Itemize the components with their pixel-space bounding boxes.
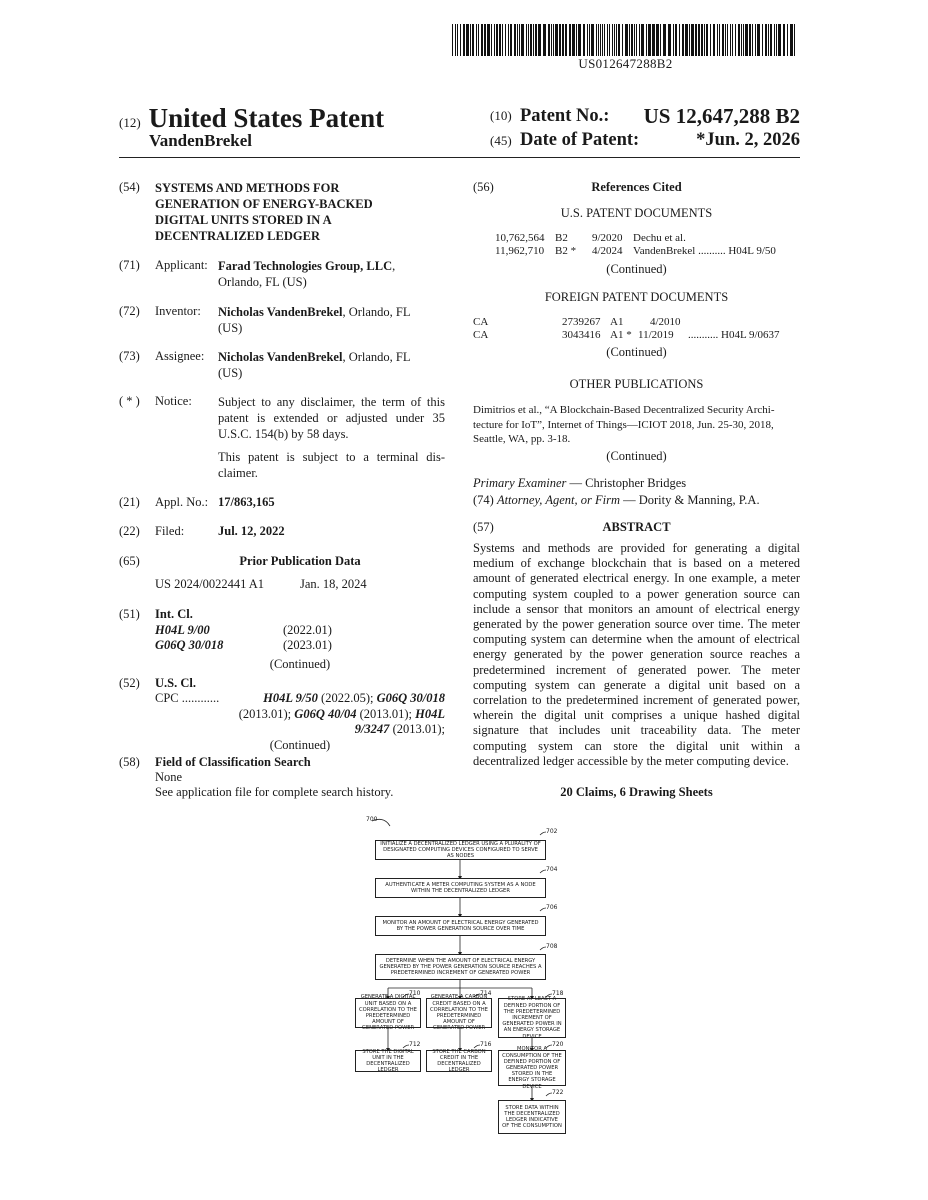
code-58: (58)	[119, 755, 140, 769]
foreign-doc-number: 3043416	[562, 329, 601, 341]
int-cl-continued: (Continued)	[269, 657, 331, 671]
ref-704: 704	[546, 866, 558, 873]
barcode-bar	[735, 24, 736, 56]
foreign-doc-class: ........... H04L 9/0637	[688, 329, 780, 341]
barcode-bar	[491, 24, 492, 56]
cpc-version: (2013.01);	[238, 707, 295, 721]
inventor-country: (US)	[218, 321, 243, 335]
barcode-bar	[765, 24, 767, 56]
foreign-doc-number: 2739267	[562, 316, 601, 328]
notice-label: Notice:	[155, 394, 192, 408]
foreign-docs-list	[473, 316, 780, 342]
barcode-bar	[609, 24, 610, 56]
barcode-bar	[510, 24, 512, 56]
us-doc-kind: B2	[555, 232, 568, 244]
code-notice: ( * )	[119, 394, 140, 408]
cpc-class: G06Q 30/018	[376, 691, 445, 705]
barcode-bar	[755, 24, 756, 56]
code-22: (22)	[119, 524, 140, 538]
applicant-location: Orlando, FL (US)	[218, 275, 307, 289]
barcode-bar	[749, 24, 751, 56]
barcode-bar	[685, 24, 688, 56]
ref-712: 712	[409, 1041, 421, 1048]
us-doc-name: Dechu et al.	[633, 232, 686, 244]
assignee-name: Nicholas VandenBrekel	[218, 350, 343, 364]
barcode-bar	[648, 24, 651, 56]
other-pub-line: Dimitrios et al., “A Blockchain-Based Decentralized Security Archi-	[473, 404, 775, 416]
barcode-bar	[576, 24, 577, 56]
other-pubs-continued: (Continued)	[606, 449, 667, 463]
barcode-bar	[774, 24, 775, 56]
us-doc-row	[495, 232, 776, 245]
ref-720: 720	[552, 1041, 564, 1048]
title-line: SYSTEMS AND METHODS FOR	[155, 181, 340, 195]
barcode-bar	[569, 24, 571, 56]
field-search-note: See application file for complete search history.	[155, 785, 394, 799]
ref-716: 716	[480, 1041, 492, 1048]
barcode-bar	[602, 24, 603, 56]
us-cl-heading: U.S. Cl.	[155, 676, 196, 690]
cpc-version: (2013.01);	[389, 722, 445, 736]
barcode-bar	[634, 24, 635, 56]
step-706: MONITOR AN AMOUNT OF ELECTRICAL ENERGY GENERATED BY THE POWER GENERATION SOURCE OVER TIME	[375, 916, 546, 936]
barcode-bar	[481, 24, 483, 56]
code-56: (56)	[473, 180, 494, 194]
attorney-name: — Dority & Manning, P.A.	[619, 493, 760, 507]
foreign-doc-kind: A1 *	[610, 329, 632, 341]
barcode-bar	[472, 24, 474, 56]
barcode-bar	[538, 24, 541, 56]
claims-summary: 20 Claims, 6 Drawing Sheets	[560, 785, 713, 799]
ref-706: 706	[546, 904, 558, 911]
barcode-bar	[732, 24, 733, 56]
barcode-bar	[646, 24, 647, 56]
cpc-class: H04L 9/50	[263, 691, 318, 705]
code-73: (73)	[119, 349, 140, 363]
invention-title	[155, 180, 373, 244]
ref-702: 702	[546, 828, 558, 835]
barcode-bar	[660, 24, 661, 56]
barcode-bar	[457, 24, 458, 56]
barcode-bar	[752, 24, 753, 56]
ref-708: 708	[546, 943, 558, 950]
int-cl-version: (2022.01)	[283, 623, 332, 637]
barcode-bar	[625, 24, 628, 56]
barcode-bar	[530, 24, 532, 56]
cpc-line-1	[263, 691, 445, 706]
foreign-doc-kind: A1	[610, 316, 624, 328]
other-pub-line: Seattle, WA, pp. 3-18.	[473, 433, 571, 445]
header-left	[119, 103, 384, 134]
step-714: GENERATE A CARBON CREDIT BASED ON A CORRELATION TO THE PREDETERMINED AMOUNT OF GENERATED POWER	[426, 998, 492, 1028]
barcode-bar	[704, 24, 705, 56]
title-line: GENERATION OF ENERGY-BACKED	[155, 197, 373, 211]
barcode-bar	[787, 24, 788, 56]
ref-700: 700	[366, 816, 378, 823]
assignee-country: (US)	[218, 366, 243, 380]
cpc-line-3	[355, 722, 445, 737]
barcode-bar	[460, 24, 461, 56]
barcode-bar	[738, 24, 740, 56]
abstract-heading: ABSTRACT	[602, 520, 671, 534]
barcode-bar	[521, 24, 524, 56]
int-cl-version: (2023.01)	[283, 638, 332, 652]
barcode-bar	[698, 24, 700, 56]
foreign-docs-continued: (Continued)	[606, 345, 667, 359]
appl-no-label: Appl. No.:	[155, 495, 209, 509]
foreign-doc-row	[473, 329, 780, 342]
inventor-surname: VandenBrekel	[149, 131, 252, 150]
patent-number: US 12,647,288 B2	[643, 104, 800, 128]
us-doc-kind: B2 *	[555, 245, 577, 257]
barcode-bar	[551, 24, 552, 56]
barcode-bar	[663, 24, 666, 56]
barcode-bar	[526, 24, 527, 56]
inventor-label: Inventor:	[155, 304, 201, 318]
step-708: DETERMINE WHEN THE AMOUNT OF ELECTRICAL ENERGY GENERATED BY THE POWER GENERATION SOURCE REACHES A PREDETERMINED INCREMENT OF GENERATED POWER	[375, 954, 546, 980]
field-search-heading: Field of Classification Search	[155, 755, 311, 769]
foreign-doc-date: 11/2019	[638, 329, 674, 341]
barcode-bar	[553, 24, 554, 56]
barcode-bar	[778, 24, 781, 56]
barcode-bar	[478, 24, 479, 56]
barcode-bar	[701, 24, 703, 56]
title-line: DECENTRALIZED LEDGER	[155, 229, 320, 243]
title-line: DIGITAL UNITS STORED IN A	[155, 213, 332, 227]
code-65: (65)	[119, 554, 140, 568]
code-45: (45)	[490, 133, 512, 148]
barcode-bar	[463, 24, 465, 56]
barcode-bar	[713, 24, 715, 56]
patent-no-label: Patent No.:	[520, 106, 610, 126]
step-712: STORE THE DIGITAL UNIT IN THE DECENTRALIZED LEDGER	[355, 1050, 421, 1072]
code-72: (72)	[119, 304, 140, 318]
cpc-version: (2013.01);	[356, 707, 416, 721]
prior-pub-heading: Prior Publication Data	[239, 554, 361, 568]
cpc-class: 9/3247	[354, 722, 390, 736]
references-heading: References Cited	[591, 180, 682, 194]
barcode-bar	[631, 24, 633, 56]
inventor-name: Nicholas VandenBrekel	[218, 305, 343, 319]
barcode-bar	[622, 24, 623, 56]
barcode-bar	[745, 24, 748, 56]
barcode-bar	[578, 24, 581, 56]
date-label: Date of Patent:	[520, 130, 640, 150]
barcode-bar	[487, 24, 490, 56]
us-docs-heading: U.S. PATENT DOCUMENTS	[560, 206, 713, 220]
barcode-bar	[616, 24, 617, 56]
barcode-bar	[725, 24, 726, 56]
other-pub-line: tecture for IoT”, Internet of Things—ICIOT 2018, Jun. 25-30, 2018,	[473, 418, 774, 431]
filed-label: Filed:	[155, 524, 185, 538]
barcode-bar	[629, 24, 630, 56]
barcode-bar	[583, 24, 585, 56]
notice-line: Subject to any disclaimer, the term of this	[218, 395, 445, 409]
barcode-bar	[691, 24, 694, 56]
barcode-bar	[783, 24, 785, 56]
barcode-bar	[706, 24, 708, 56]
notice-text	[218, 394, 445, 481]
notice-line: claimer.	[218, 466, 258, 480]
barcode-bar	[565, 24, 567, 56]
barcode-bar	[757, 24, 760, 56]
barcode-bar	[528, 24, 529, 56]
notice-line: patent is extended or adjusted under 35	[218, 411, 445, 425]
barcode-bar	[656, 24, 659, 56]
code-54: (54)	[119, 180, 140, 194]
ref-714: 714	[480, 990, 492, 997]
code-21: (21)	[119, 495, 140, 509]
barcode-bar	[679, 24, 680, 56]
code-57: (57)	[473, 520, 494, 534]
ref-718: 718	[552, 990, 564, 997]
filed-date: Jul. 12, 2022	[218, 524, 285, 538]
field-search-value: None	[155, 770, 183, 784]
int-cl-class: G06Q 30/018	[155, 638, 224, 652]
us-doc-date: 4/2024	[592, 245, 623, 257]
barcode-bar	[618, 24, 620, 56]
barcode-bar	[794, 24, 795, 56]
barcode-bar	[502, 24, 503, 56]
barcode-bar	[612, 24, 613, 56]
appl-no: 17/863,165	[218, 495, 275, 509]
us-doc-date: 9/2020	[592, 232, 623, 244]
barcode-bar	[591, 24, 594, 56]
barcode-bar	[600, 24, 601, 56]
barcode-bar	[589, 24, 590, 56]
barcode	[452, 24, 799, 56]
barcode-bar	[673, 24, 674, 56]
patent-title: United States Patent	[148, 103, 385, 133]
us-doc-number: 10,762,564	[495, 232, 545, 244]
barcode-bar	[496, 24, 498, 56]
applicant	[218, 258, 395, 290]
examiner-label: Primary Examiner	[473, 476, 567, 490]
examiner-name: — Christopher Bridges	[566, 476, 687, 490]
barcode-bar	[598, 24, 599, 56]
code-52: (52)	[119, 676, 140, 690]
barcode-bar	[790, 24, 793, 56]
us-docs-continued: (Continued)	[606, 262, 667, 276]
foreign-docs-heading: FOREIGN PATENT DOCUMENTS	[544, 290, 729, 304]
barcode-bar	[741, 24, 742, 56]
cpc-class: G06Q 40/04	[294, 707, 357, 721]
code-51: (51)	[119, 607, 140, 621]
us-doc-number: 11,962,710	[495, 245, 545, 257]
barcode-bar	[727, 24, 728, 56]
barcode-bar	[641, 24, 644, 56]
barcode-bar	[517, 24, 518, 56]
code-12: (12)	[119, 115, 141, 130]
document-number: US012647288B2	[578, 56, 673, 71]
barcode-bar	[505, 24, 506, 56]
barcode-bar	[484, 24, 486, 56]
us-doc-name: VandenBrekel	[633, 245, 696, 257]
barcode-bar	[508, 24, 509, 56]
step-710: GENERATE A DIGITAL UNIT BASED ON A CORRELATION TO THE PREDETERMINED AMOUNT OF GENERATED POWER	[355, 998, 421, 1028]
barcode-bar	[682, 24, 684, 56]
barcode-bar	[730, 24, 731, 56]
barcode-bar	[555, 24, 558, 56]
header-rule	[119, 157, 800, 158]
prior-pub-number: US 2024/0022441 A1	[155, 577, 265, 591]
applicant-name: Farad Technologies Group, LLC	[218, 259, 393, 273]
foreign-doc-country: CA	[473, 316, 489, 328]
barcode-bar	[770, 24, 772, 56]
barcode-bar	[543, 24, 546, 56]
foreign-doc-country: CA	[473, 329, 489, 341]
inventor	[218, 304, 411, 336]
notice-line: U.S.C. 154(b) by 58 days.	[218, 427, 349, 441]
step-718: STORE AT LEAST A DEFINED PORTION OF THE PREDETERMINED INCREMENT OF GENERATED POWER IN AN ENERGY STORAGE DEVICE	[498, 998, 566, 1038]
prior-pub-date: Jan. 18, 2024	[300, 577, 367, 591]
notice-line: This patent is subject to a terminal dis-	[218, 450, 445, 464]
barcode-bar	[636, 24, 637, 56]
barcode-bar	[776, 24, 777, 56]
barcode-bar	[668, 24, 671, 56]
barcode-bar	[514, 24, 516, 56]
barcode-bar	[494, 24, 495, 56]
other-pubs-heading: OTHER PUBLICATIONS	[569, 377, 704, 391]
attorney	[473, 493, 760, 508]
barcode-bar	[607, 24, 608, 56]
code-10: (10)	[490, 108, 512, 123]
barcode-bar	[562, 24, 564, 56]
barcode-bar	[533, 24, 534, 56]
int-cl-class: H04L 9/00	[155, 623, 210, 637]
barcode-bar	[470, 24, 471, 56]
us-doc-row	[495, 245, 776, 258]
barcode-bar	[614, 24, 615, 56]
primary-examiner	[473, 476, 686, 491]
barcode-bar	[476, 24, 477, 56]
barcode-bar	[652, 24, 655, 56]
barcode-bar	[535, 24, 537, 56]
us-doc-class: .......... H04L 9/50	[698, 245, 776, 257]
barcode-bar	[548, 24, 550, 56]
attorney-label: Attorney, Agent, or Firm	[496, 493, 620, 507]
barcode-bar	[455, 24, 456, 56]
barcode-bar	[596, 24, 597, 56]
cpc-version: (2022.05);	[317, 691, 377, 705]
other-pubs	[473, 403, 800, 447]
barcode-bar	[695, 24, 697, 56]
barcode-bar	[762, 24, 763, 56]
inventor-location: , Orlando, FL	[342, 305, 411, 319]
barcode-bar	[466, 24, 469, 56]
cpc-label: CPC ............	[155, 691, 220, 705]
us-docs-list	[495, 232, 776, 258]
barcode-bar	[710, 24, 711, 56]
assignee-location: , Orlando, FL	[342, 350, 411, 364]
flowchart	[340, 812, 580, 1142]
barcode-bar	[572, 24, 575, 56]
step-720: MONITOR A CONSUMPTION OF THE DEFINED PORTION OF GENERATED POWER STORED IN THE ENERGY STORAGE DEVICE	[498, 1050, 566, 1086]
barcode-bar	[743, 24, 744, 56]
barcode-bar	[559, 24, 561, 56]
barcode-bar	[499, 24, 501, 56]
barcode-bar	[639, 24, 640, 56]
foreign-doc-date: 4/2010	[650, 316, 681, 328]
barcode-bar	[452, 24, 453, 56]
barcode-bar	[675, 24, 677, 56]
applicant-punct: ,	[392, 259, 396, 273]
step-716: STORE THE CARBON CREDIT IN THE DECENTRALIZED LEDGER	[426, 1050, 492, 1072]
barcode-bar	[689, 24, 690, 56]
step-702: INITIALIZE A DECENTRALIZED LEDGER USING A PLURALITY OF DESIGNATED COMPUTING DEVICES CONFIGURED TO SERVE AS NODES	[375, 840, 546, 860]
ref-722: 722	[552, 1089, 564, 1096]
barcode-bar	[722, 24, 724, 56]
cpc-line-2	[239, 707, 445, 722]
patent-date: *Jun. 2, 2026	[696, 130, 800, 150]
ref-710: 710	[409, 990, 421, 997]
abstract-text: Systems and methods are provided for generating a digital medium of exchange blockchain that is based on a metered amount of generated electrical energy. In one example, a meter computing system coupled to a power generation source can include a sensor that monitors an amount of electrical energy generated by the power generation source over time. The meter computing system can determine when the amount of electrical energy generated by the power generation source reaches a predetermined increment of generated power. The meter computing system can generate a digital unit based on a correlation to the predetermined increment of generated power, wherein the digital unit comprises a unique hashed digital signature that includes unit traceability data. The meter computing system can store the digital unit within a decentralized ledger accessible by the meter computing device.	[473, 541, 800, 768]
step-704: AUTHENTICATE A METER COMPUTING SYSTEM AS A NODE WITHIN THE DECENTRALIZED LEDGER	[375, 878, 546, 898]
cpc-class: H04L	[415, 707, 445, 721]
int-cl-heading: Int. Cl.	[155, 607, 193, 621]
barcode-bar	[719, 24, 720, 56]
barcode-bar	[604, 24, 605, 56]
barcode-bar	[717, 24, 718, 56]
barcode-bar	[768, 24, 769, 56]
assignee-label: Assignee:	[155, 349, 205, 363]
code-74: (74)	[473, 493, 494, 507]
barcode-bar	[587, 24, 588, 56]
code-71: (71)	[119, 258, 140, 272]
us-cl-continued: (Continued)	[269, 738, 331, 752]
step-722: STORE DATA WITHIN THE DECENTRALIZED LEDGER INDICATIVE OF THE CONSUMPTION	[498, 1100, 566, 1134]
foreign-doc-row	[473, 316, 780, 329]
barcode-bar	[519, 24, 520, 56]
assignee	[218, 349, 411, 381]
applicant-label: Applicant:	[155, 258, 208, 272]
